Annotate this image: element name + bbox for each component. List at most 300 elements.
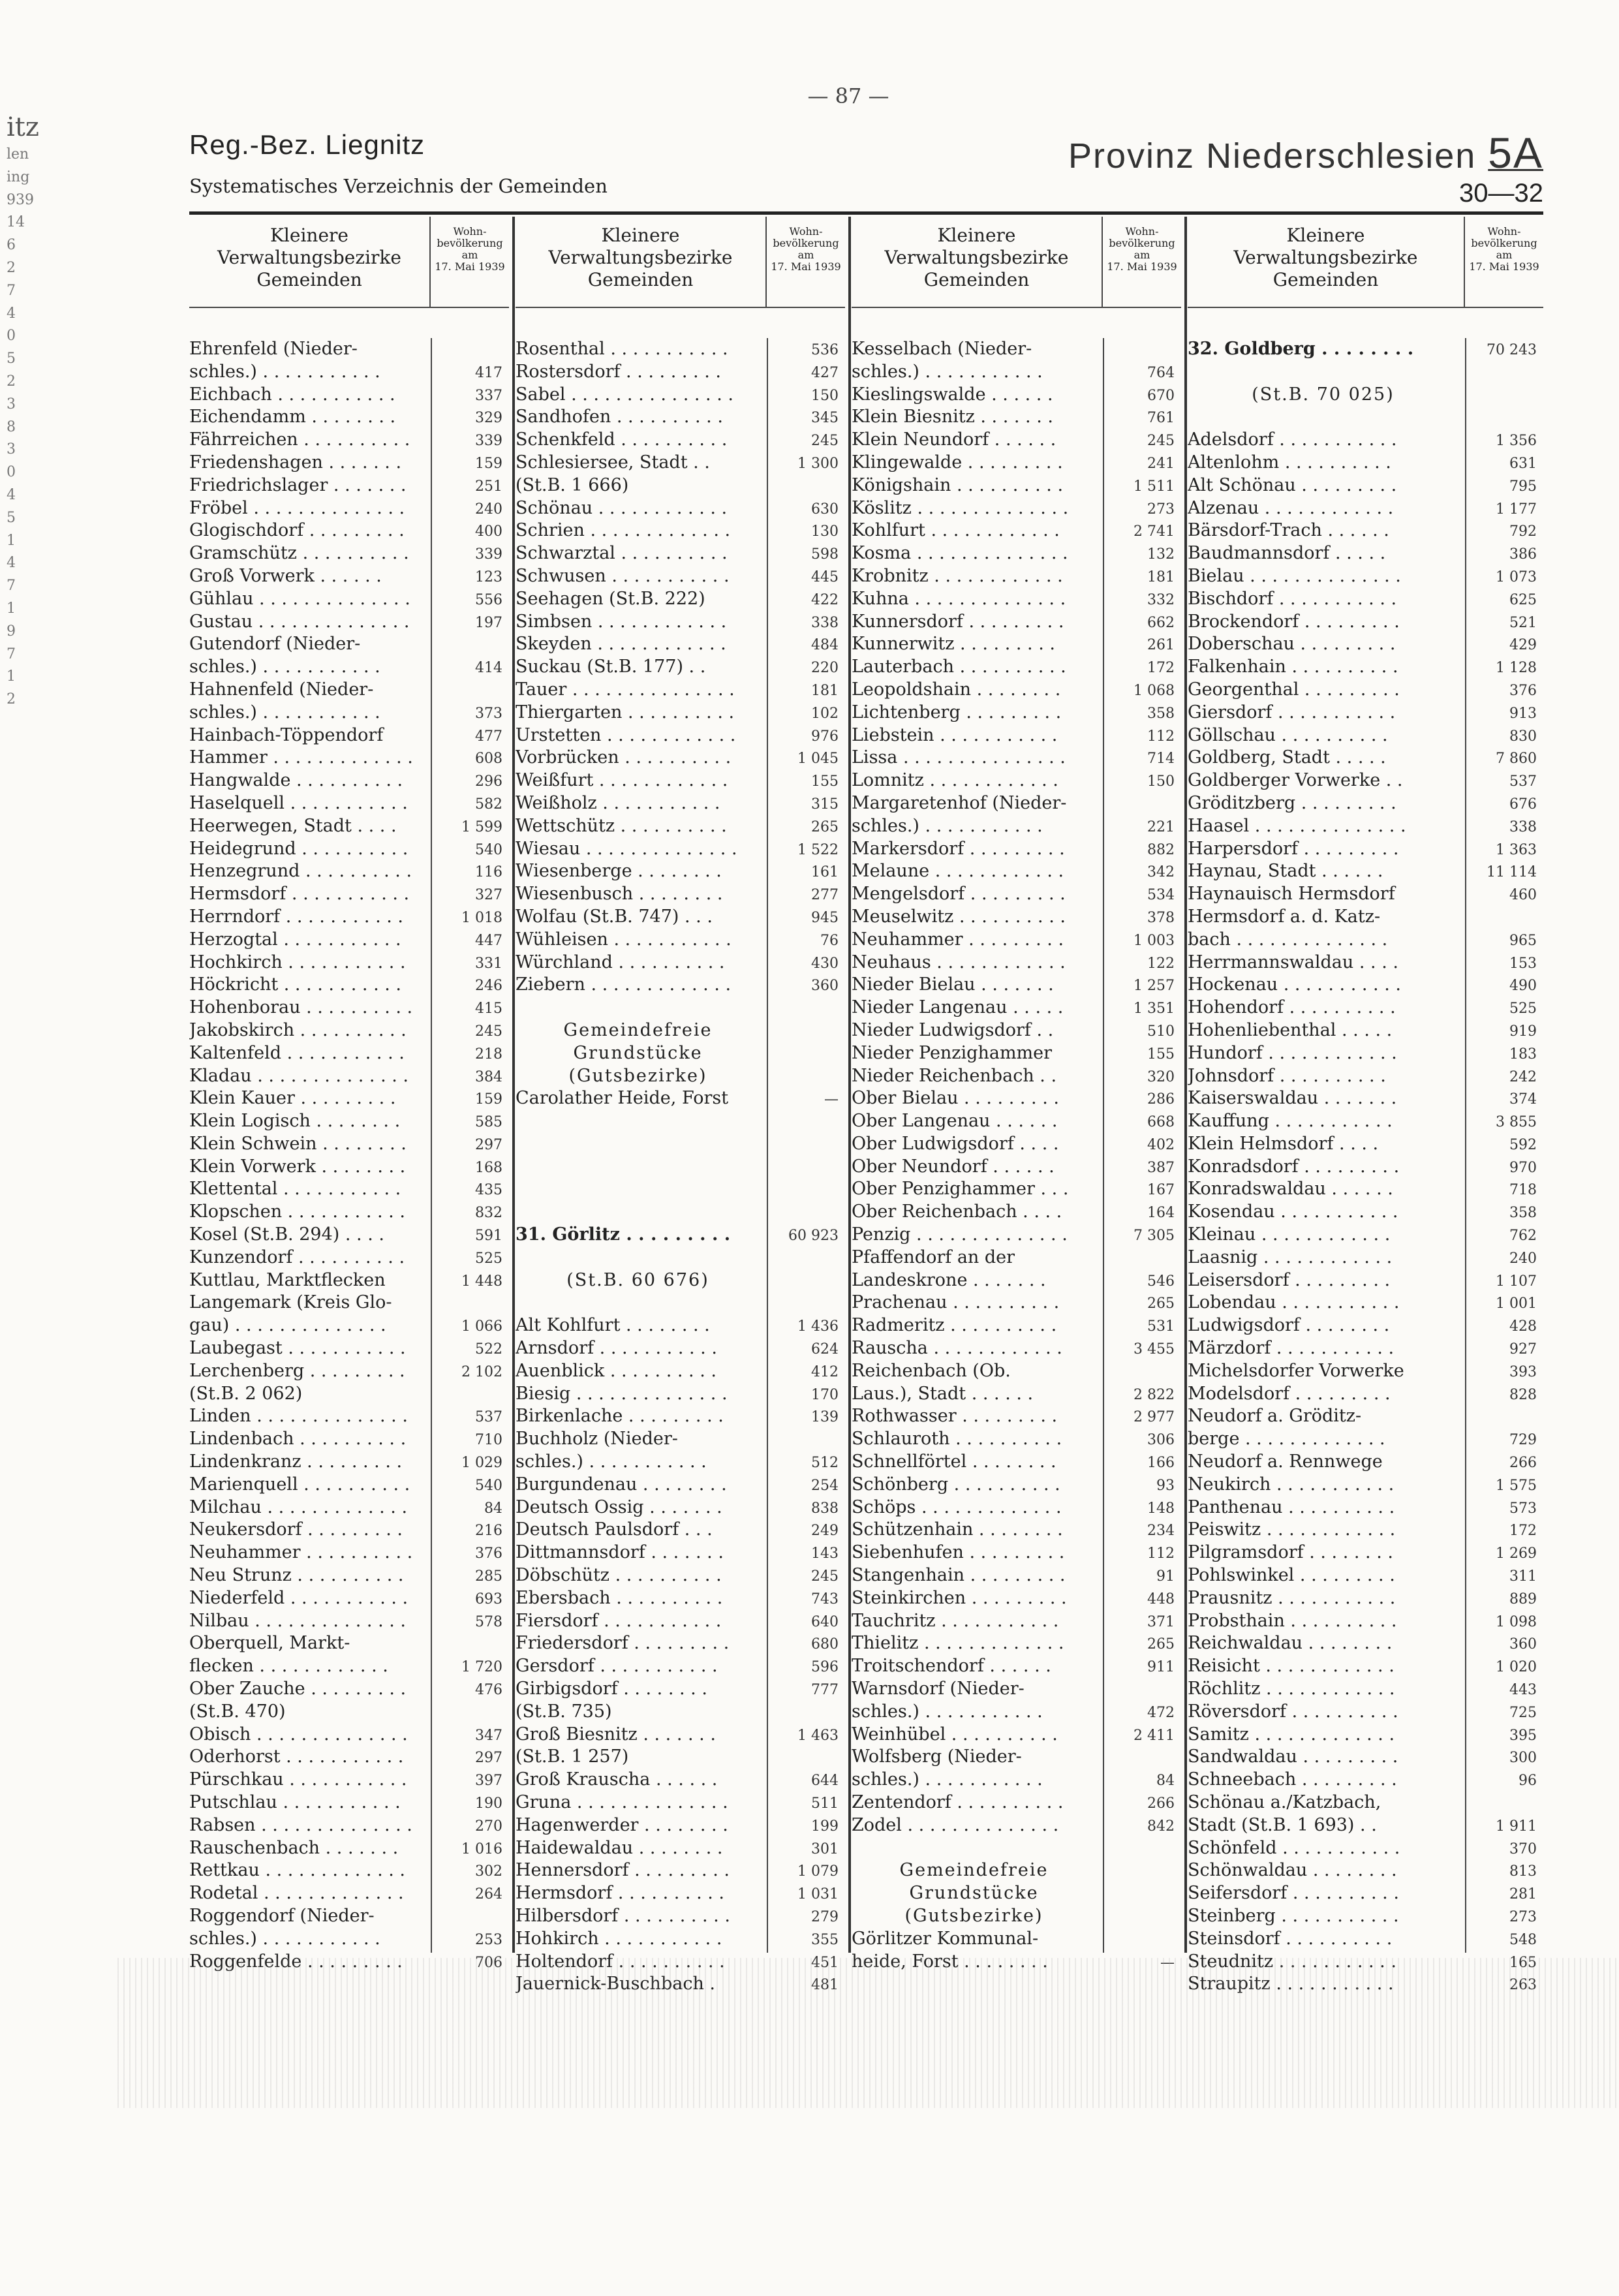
municipality-name: Reisicht . . . . . . . . . . . . xyxy=(1188,1656,1395,1677)
table-row xyxy=(852,1474,1181,1497)
municipality-name: Alzenau . . . . . . . . . . . . xyxy=(1188,497,1394,518)
table-row xyxy=(189,1337,509,1360)
table-row xyxy=(1188,1519,1543,1542)
municipality-name: Altenlohm . . . . . . . . . . xyxy=(1188,452,1391,473)
population-value: 253 xyxy=(475,1931,502,1948)
population-value: 246 xyxy=(475,978,502,995)
population-value: 1 356 xyxy=(1496,433,1537,450)
column-body xyxy=(189,338,509,1972)
population-value: 84 xyxy=(1156,1773,1175,1790)
table-row xyxy=(516,1292,845,1314)
population-value: 378 xyxy=(1147,909,1175,926)
municipality-name: Birkenlache . . . . . . . . . xyxy=(516,1406,724,1427)
table-row xyxy=(1188,1337,1543,1360)
table-row xyxy=(189,1882,509,1905)
municipality-name: Obisch . . . . . . . . . . . . . . xyxy=(189,1724,408,1745)
municipality-name: Rodetal . . . . . . . . . . . . . xyxy=(189,1883,404,1904)
municipality-name: Giersdorf . . . . . . . . . . . xyxy=(1188,702,1396,722)
municipality-name: Nieder Reichenbach . . xyxy=(852,1065,1057,1086)
table-row xyxy=(189,542,509,565)
table-row xyxy=(189,702,509,724)
municipality-name: Klopschen . . . . . . . . . . . xyxy=(189,1202,405,1222)
population-value: 370 xyxy=(1509,1840,1537,1857)
population-value: 339 xyxy=(475,546,502,563)
municipality-name: Wettschütz . . . . . . . . . . xyxy=(516,815,727,836)
table-row xyxy=(516,1110,845,1133)
table-row xyxy=(852,656,1181,679)
population-value: 306 xyxy=(1147,1432,1175,1449)
table-row xyxy=(852,1201,1181,1224)
table-row xyxy=(852,838,1181,861)
population-value: 522 xyxy=(475,1341,502,1358)
population-value: 112 xyxy=(1147,728,1175,745)
municipality-name: Friedenshagen . . . . . . . xyxy=(189,452,402,473)
population-value: 435 xyxy=(475,1182,502,1199)
table-row xyxy=(1188,792,1543,815)
municipality-name: schles.) . . . . . . . . . . . xyxy=(852,815,1043,836)
table-row xyxy=(852,542,1181,565)
municipality-name: Haynau, Stadt . . . . . . xyxy=(1188,861,1383,882)
table-row xyxy=(852,520,1181,542)
margin-fragment: 4 xyxy=(7,486,16,503)
table-row xyxy=(1188,1405,1543,1428)
table-row xyxy=(516,1178,845,1201)
municipality-name: Kosma . . . . . . . . . . . . . . xyxy=(852,543,1068,564)
population-value: 477 xyxy=(475,728,502,745)
header-pop-line: am xyxy=(461,249,478,261)
population-value: 240 xyxy=(475,501,502,518)
header-pop-cell xyxy=(1102,217,1181,307)
header-name-cell xyxy=(852,217,1102,307)
population-value: 249 xyxy=(811,1523,839,1540)
header-name-cell xyxy=(1188,217,1464,307)
municipality-name: Fährreichen . . . . . . . . . . xyxy=(189,429,410,450)
population-value: 360 xyxy=(1509,1636,1537,1653)
header-pop-line: 17. Mai 1939 xyxy=(1469,260,1539,273)
population-value: 832 xyxy=(475,1205,502,1222)
table-row xyxy=(1188,1156,1543,1179)
municipality-name: Kosendau . . . . . . . . . . . xyxy=(1188,1202,1398,1222)
municipality-name: Lissa . . . . . . . . . . . . . . . xyxy=(852,747,1066,768)
table-row xyxy=(852,1314,1181,1337)
table-row xyxy=(516,952,845,974)
municipality-name: Ober Ludwigsdorf . . . . xyxy=(852,1133,1059,1154)
table-row xyxy=(516,1201,845,1224)
population-value: 395 xyxy=(1509,1727,1537,1744)
municipality-name: Hochkirch . . . . . . . . . . . xyxy=(189,952,406,972)
population-value: 476 xyxy=(475,1682,502,1699)
population-value: 428 xyxy=(1509,1318,1537,1335)
population-value: 123 xyxy=(475,568,502,585)
table-row xyxy=(1188,1610,1543,1633)
table-row xyxy=(189,406,509,429)
municipality-name: Groß Biesnitz . . . . . . . xyxy=(516,1724,716,1745)
table-row xyxy=(1188,769,1543,792)
header-pop-cell xyxy=(1464,217,1543,307)
population-value: 347 xyxy=(475,1727,502,1744)
municipality-name: Klingewalde . . . . . . . . . xyxy=(852,452,1063,473)
margin-fragment: 0 xyxy=(7,328,16,345)
municipality-name: Hohkirch . . . . . . . . . . . xyxy=(516,1928,722,1949)
municipality-name: Jakobskirch . . . . . . . . . . xyxy=(189,1019,407,1040)
municipality-name: Lindenkranz . . . . . . . . . xyxy=(189,1451,403,1472)
municipality-name: Jauernick-Buschbach . xyxy=(516,1974,716,1994)
population-value: 521 xyxy=(1509,614,1537,631)
header-pop-line: am xyxy=(1496,249,1513,261)
pop-separator xyxy=(767,338,768,1953)
municipality-name: Fiersdorf . . . . . . . . . . . xyxy=(516,1610,722,1631)
table-row xyxy=(1188,1701,1543,1724)
population-value: 531 xyxy=(1147,1318,1175,1335)
column-divider xyxy=(1184,217,1187,1953)
table-row xyxy=(1188,542,1543,565)
population-value: 718 xyxy=(1509,1182,1537,1199)
municipality-name: Leisersdorf . . . . . . . . . xyxy=(1188,1269,1391,1290)
municipality-name: schles.) . . . . . . . . . . . xyxy=(189,361,380,382)
municipality-name: Mengelsdorf . . . . . . . . . xyxy=(852,884,1066,905)
table-row xyxy=(516,1610,845,1633)
table-row xyxy=(852,702,1181,724)
municipality-name: Reichenbach (Ob. xyxy=(852,1360,1011,1381)
table-row xyxy=(516,747,845,769)
table-row xyxy=(1188,429,1543,452)
population-value: 1 720 xyxy=(461,1659,502,1676)
column-header xyxy=(852,217,1181,308)
municipality-name: Hohenborau . . . . . . . . . . xyxy=(189,997,413,1018)
municipality-name: Gramschütz . . . . . . . . . . xyxy=(189,543,409,564)
population-value: 537 xyxy=(475,1409,502,1426)
population-value: 1 257 xyxy=(1133,978,1175,995)
municipality-name: Görlitzer Kommunal- xyxy=(852,1928,1039,1949)
municipality-name: Skeyden . . . . . . . . . . . . xyxy=(516,634,726,655)
table-row xyxy=(189,1451,509,1474)
population-value: 830 xyxy=(1509,728,1537,745)
table-row xyxy=(1188,1542,1543,1564)
municipality-name: Peiswitz . . . . . . . . . . . . xyxy=(1188,1519,1396,1540)
table-row xyxy=(189,611,509,634)
table-row xyxy=(852,452,1181,474)
municipality-name: Ober Reichenbach . . . . xyxy=(852,1202,1062,1222)
pop-separator xyxy=(431,338,432,1953)
table-row xyxy=(189,1314,509,1337)
table-row xyxy=(852,997,1181,1019)
header-name-line: Kleinere xyxy=(270,225,348,246)
municipality-name: Stadt (St.B. 1 693) . . xyxy=(1188,1814,1377,1835)
municipality-name: Klein Schwein . . . . . . . . xyxy=(189,1133,407,1154)
municipality-name: Landeskrone . . . . . . . xyxy=(852,1269,1046,1290)
table-row xyxy=(852,1519,1181,1542)
table-row xyxy=(516,702,845,724)
population-value: 397 xyxy=(475,1773,502,1790)
municipality-name: Klein Kauer . . . . . . . . . xyxy=(189,1088,396,1109)
municipality-name: Ziebern . . . . . . . . . . . . . xyxy=(516,974,732,995)
municipality-name: Göllschau . . . . . . . . . . xyxy=(1188,724,1388,745)
municipality-name: Rettkau . . . . . . . . . . . . . xyxy=(189,1860,406,1881)
municipality-name: Heidegrund . . . . . . . . . . xyxy=(189,838,409,859)
municipality-name: Rauschenbach . . . . . . . xyxy=(189,1837,399,1858)
region-title: Reg.-Bez. Liegnitz xyxy=(189,129,425,160)
table-row xyxy=(1188,1474,1543,1497)
table-row xyxy=(189,1792,509,1814)
table-row xyxy=(516,1564,845,1587)
municipality-name: Neudorf a. Gröditz- xyxy=(1188,1406,1362,1427)
population-value: 400 xyxy=(475,523,502,540)
table-row xyxy=(1188,929,1543,952)
table-row xyxy=(852,929,1181,952)
population-value: 913 xyxy=(1509,705,1537,722)
population-value: 512 xyxy=(811,1455,839,1472)
population-value: 265 xyxy=(1147,1295,1175,1312)
table-row xyxy=(189,429,509,452)
municipality-name: Kunzendorf . . . . . . . . . . xyxy=(189,1247,405,1267)
table-row xyxy=(516,497,845,520)
population-value: 387 xyxy=(1147,1159,1175,1176)
municipality-name: Rothwasser . . . . . . . . . xyxy=(852,1406,1058,1427)
table-row xyxy=(1188,747,1543,769)
population-value: 273 xyxy=(1509,1908,1537,1925)
municipality-name: Zentendorf . . . . . . . . . . xyxy=(852,1792,1064,1812)
table-row xyxy=(852,406,1181,429)
municipality-name: Radmeritz . . . . . . . . . . xyxy=(852,1315,1057,1336)
population-value: 792 xyxy=(1509,523,1537,540)
population-value: 358 xyxy=(1509,1205,1537,1222)
table-row xyxy=(1188,883,1543,906)
table-row xyxy=(1188,1087,1543,1110)
municipality-name: Hohenliebenthal . . . . . xyxy=(1188,1019,1393,1040)
population-value: 373 xyxy=(475,705,502,722)
population-value: 596 xyxy=(811,1659,839,1676)
population-value: 3 455 xyxy=(1133,1341,1175,1358)
header-name-line: Verwaltungsbezirke xyxy=(884,247,1069,268)
municipality-name: Bielau . . . . . . . . . . . . . . xyxy=(1188,565,1401,586)
table-row xyxy=(852,1859,1181,1882)
population-value: 254 xyxy=(811,1477,839,1494)
population-value: 183 xyxy=(1509,1046,1537,1063)
margin-fragment: 0 xyxy=(7,464,16,481)
municipality-name: Haynauisch Hermsdorf xyxy=(1188,884,1395,905)
table-row xyxy=(516,384,845,407)
municipality-name: Schlauroth . . . . . . . . . . xyxy=(852,1429,1062,1450)
population-value: 1 511 xyxy=(1133,478,1175,495)
municipality-name: Haidewaldau . . . . . . . . xyxy=(516,1837,723,1858)
population-value: 161 xyxy=(811,864,839,881)
table-row xyxy=(189,384,509,407)
population-value: 540 xyxy=(475,1477,502,1494)
table-row xyxy=(1188,1587,1543,1610)
top-rule xyxy=(189,211,1543,215)
table-row xyxy=(189,1859,509,1882)
municipality-name: Leopoldshain . . . . . . . . xyxy=(852,679,1061,700)
population-value: 264 xyxy=(475,1886,502,1903)
municipality-name: Klein Biesnitz . . . . . . . xyxy=(852,407,1053,427)
table-row xyxy=(852,338,1181,361)
municipality-name: Hammer . . . . . . . . . . . . . xyxy=(189,747,413,768)
municipality-name: Krobnitz . . . . . . . . . . . . xyxy=(852,565,1063,586)
table-row xyxy=(852,1655,1181,1678)
table-row xyxy=(516,588,845,611)
table-row xyxy=(1188,1792,1543,1814)
population-value: 706 xyxy=(475,1954,502,1971)
municipality-name: Pilgramsdorf . . . . . . . . xyxy=(1188,1542,1393,1563)
table-row xyxy=(189,1428,509,1451)
municipality-name: (St.B. 1 257) xyxy=(516,1746,629,1767)
municipality-name: Groß Vorwerk . . . . . . xyxy=(189,565,382,586)
table-row xyxy=(516,1133,845,1156)
population-value: 911 xyxy=(1147,1659,1175,1676)
table-row xyxy=(852,1610,1181,1633)
table-row xyxy=(516,1814,845,1837)
municipality-name: Neuhammer . . . . . . . . . xyxy=(852,929,1064,950)
table-row xyxy=(852,747,1181,769)
table-row xyxy=(189,1701,509,1724)
population-value: 279 xyxy=(811,1908,839,1925)
table-column xyxy=(1188,217,1543,1994)
population-value: 166 xyxy=(1147,1455,1175,1472)
table-row xyxy=(189,724,509,747)
municipality-name: Eichendamm . . . . . . . . xyxy=(189,407,396,427)
table-row xyxy=(1188,520,1543,542)
population-value: 762 xyxy=(1509,1228,1537,1245)
table-row xyxy=(852,1451,1181,1474)
table-row xyxy=(189,1905,509,1928)
table-row xyxy=(1188,702,1543,724)
population-value: 76 xyxy=(820,932,839,949)
population-value: 828 xyxy=(1509,1386,1537,1403)
table-row xyxy=(189,792,509,815)
municipality-name: Nieder Penzighammer xyxy=(852,1042,1053,1063)
municipality-name: Oderhorst . . . . . . . . . . . xyxy=(189,1746,404,1767)
municipality-name: Konradswaldau . . . . . . xyxy=(1188,1179,1393,1200)
table-row xyxy=(1188,361,1543,384)
population-value: 7 305 xyxy=(1133,1228,1175,1245)
population-value: 245 xyxy=(811,1568,839,1585)
population-value: 296 xyxy=(475,773,502,790)
population-value: 265 xyxy=(811,818,839,835)
population-value: 172 xyxy=(1147,660,1175,677)
header-pop-cell xyxy=(765,217,845,307)
table-row xyxy=(516,1678,845,1701)
table-row xyxy=(1188,1360,1543,1383)
population-value: 582 xyxy=(475,796,502,813)
table-row xyxy=(1188,1292,1543,1314)
municipality-name: Penzig . . . . . . . . . . . . . . xyxy=(852,1224,1068,1245)
table-row xyxy=(516,1087,845,1110)
table-row xyxy=(1188,1065,1543,1088)
table-row xyxy=(189,906,509,929)
table-row xyxy=(516,1928,845,1951)
population-value: 1 003 xyxy=(1133,932,1175,949)
population-value: 302 xyxy=(475,1863,502,1880)
table-row xyxy=(516,1065,845,1088)
municipality-name: Reichwaldau . . . . . . . . xyxy=(1188,1633,1393,1654)
municipality-name: Steinsdorf . . . . . . . . . . xyxy=(1188,1928,1393,1949)
table-row xyxy=(189,1769,509,1792)
population-value: 116 xyxy=(475,864,502,881)
population-value: 919 xyxy=(1509,1023,1537,1040)
table-row xyxy=(189,1156,509,1179)
table-row xyxy=(189,1610,509,1633)
municipality-name: Klettental . . . . . . . . . . . xyxy=(189,1179,401,1200)
population-value: 412 xyxy=(811,1363,839,1380)
header-name-line: Kleinere xyxy=(937,225,1016,246)
municipality-name: Kladau . . . . . . . . . . . . . . xyxy=(189,1065,409,1086)
population-value: 640 xyxy=(811,1613,839,1630)
population-value: 345 xyxy=(811,410,839,427)
population-value: 540 xyxy=(475,841,502,858)
population-value: 315 xyxy=(811,796,839,813)
table-row xyxy=(852,1497,1181,1519)
municipality-name: Goldberger Vorwerke . . xyxy=(1188,770,1403,791)
municipality-name: schles.) . . . . . . . . . . . xyxy=(852,1769,1043,1790)
municipality-name: Seifersdorf . . . . . . . . . . xyxy=(1188,1883,1399,1904)
table-row xyxy=(516,452,845,474)
table-row xyxy=(852,1156,1181,1179)
municipality-name: Grundstücke xyxy=(909,1883,1039,1904)
population-value: 234 xyxy=(1147,1523,1175,1540)
table-row xyxy=(852,1928,1181,1951)
margin-fragment: 9 xyxy=(7,623,16,640)
municipality-name: Tauer . . . . . . . . . . . . . . . xyxy=(516,679,735,700)
table-row xyxy=(852,679,1181,702)
municipality-name: Hangwalde . . . . . . . . . . xyxy=(189,770,403,791)
table-row xyxy=(1188,1201,1543,1224)
municipality-name: Hilbersdorf . . . . . . . . . . xyxy=(516,1905,730,1926)
population-value: 510 xyxy=(1147,1023,1175,1040)
table-row xyxy=(189,1678,509,1701)
table-row xyxy=(189,1837,509,1860)
municipality-name: Hohendorf . . . . . . . . . . xyxy=(1188,997,1396,1018)
municipality-name: Rabsen . . . . . . . . . . . . . . xyxy=(189,1814,412,1835)
population-value: 777 xyxy=(811,1682,839,1699)
population-value: 245 xyxy=(475,1023,502,1040)
table-row xyxy=(852,860,1181,883)
left-margin-fragments xyxy=(7,111,46,711)
table-row xyxy=(1188,906,1543,929)
municipality-name: Hahnenfeld (Nieder- xyxy=(189,679,374,700)
header-pop-cell xyxy=(429,217,509,307)
municipality-name: Schönfeld . . . . . . . . . . . xyxy=(1188,1837,1400,1858)
table-row xyxy=(852,1110,1181,1133)
table-row xyxy=(189,1655,509,1678)
municipality-name: Bärsdorf-Trach . . . . . . xyxy=(1188,520,1389,541)
municipality-name: Kunnerwitz . . . . . . . . . xyxy=(852,634,1055,655)
population-value: 889 xyxy=(1509,1590,1537,1607)
population-value: 285 xyxy=(475,1568,502,1585)
municipality-name: Wolfsberg (Nieder- xyxy=(852,1746,1022,1767)
population-value: 1 001 xyxy=(1496,1295,1537,1312)
table-row xyxy=(516,792,845,815)
municipality-name: Sandwaldau . . . . . . . . . xyxy=(1188,1746,1398,1767)
margin-fragment: 7 xyxy=(7,645,16,662)
population-value: 181 xyxy=(811,682,839,699)
municipality-name: bach . . . . . . . . . . . . . . xyxy=(1188,929,1388,950)
municipality-name: (Gutsbezirke) xyxy=(904,1905,1043,1926)
municipality-name: Tauchritz . . . . . . . . . . . xyxy=(852,1610,1059,1631)
municipality-name: Roggendorf (Nieder- xyxy=(189,1905,375,1926)
municipality-name: Laubegast . . . . . . . . . . . xyxy=(189,1338,406,1359)
table-row xyxy=(516,997,845,1019)
municipality-name: Schneebach . . . . . . . . . xyxy=(1188,1769,1397,1790)
table-row xyxy=(516,1587,845,1610)
population-value: 70 243 xyxy=(1487,342,1537,358)
table-row xyxy=(516,1655,845,1678)
header-name-line: Gemeinden xyxy=(256,269,362,290)
table-row xyxy=(1188,1133,1543,1156)
table-row xyxy=(1188,588,1543,611)
population-value: 130 xyxy=(811,523,839,540)
column-divider xyxy=(512,217,515,1953)
population-value: 3 855 xyxy=(1496,1114,1537,1131)
